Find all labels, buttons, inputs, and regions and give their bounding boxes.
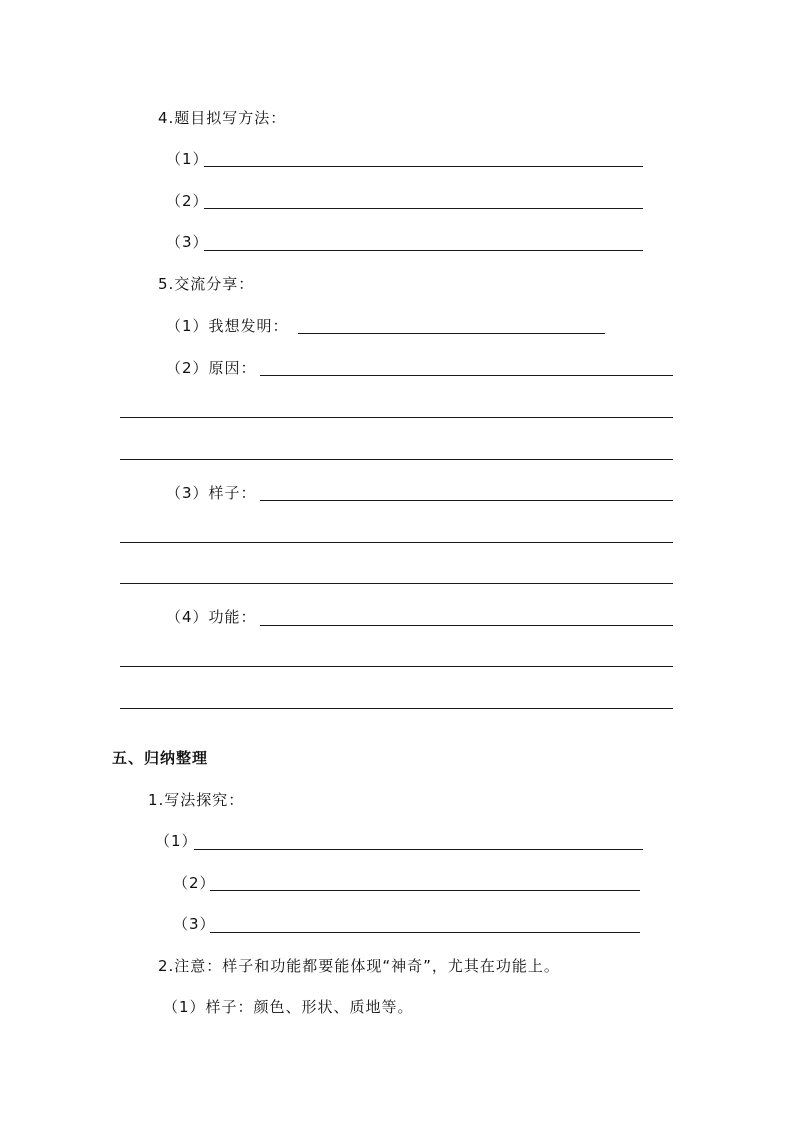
writing-explore-title: 1.写法探究： [148,791,245,809]
reason-blank-2[interactable] [120,417,673,418]
attention-note: 2.注意：样子和功能都要能体现“神奇”，尤其在功能上。 [158,957,560,975]
explore-item-3-blank[interactable] [210,932,640,933]
explore-item-3-label: （3） [173,915,216,933]
method-item-2-label: （2） [166,192,209,210]
attention-look-note: （1）样子：颜色、形状、质地等。 [163,998,414,1016]
function-blank-3[interactable] [120,708,673,709]
look-blank-2[interactable] [120,542,673,543]
explore-item-2-blank[interactable] [210,890,640,891]
reason-blank-1[interactable] [260,375,673,376]
reason-blank-3[interactable] [120,459,673,460]
function-blank-1[interactable] [260,625,673,626]
look-label: （3）样子： [166,484,257,502]
method-item-1-label: （1） [166,150,209,168]
invent-label: （1）我想发明： [166,317,289,335]
invent-blank[interactable] [298,333,605,334]
explore-item-2-label: （2） [173,874,216,892]
explore-item-1-blank[interactable] [194,849,643,850]
method-item-2-blank[interactable] [204,208,643,209]
look-blank-1[interactable] [260,500,673,501]
method-item-1-blank[interactable] [204,166,643,167]
function-label: （4）功能： [166,608,257,626]
method-title: 4.题目拟写方法： [158,109,287,127]
look-blank-3[interactable] [120,583,673,584]
share-title: 5.交流分享： [158,275,255,293]
reason-label: （2）原因： [166,359,257,377]
explore-item-1-label: （1） [155,832,198,850]
summary-heading: 五、归纳整理 [112,749,209,767]
function-blank-2[interactable] [120,666,673,667]
method-item-3-label: （3） [166,233,209,251]
method-item-3-blank[interactable] [204,250,643,251]
